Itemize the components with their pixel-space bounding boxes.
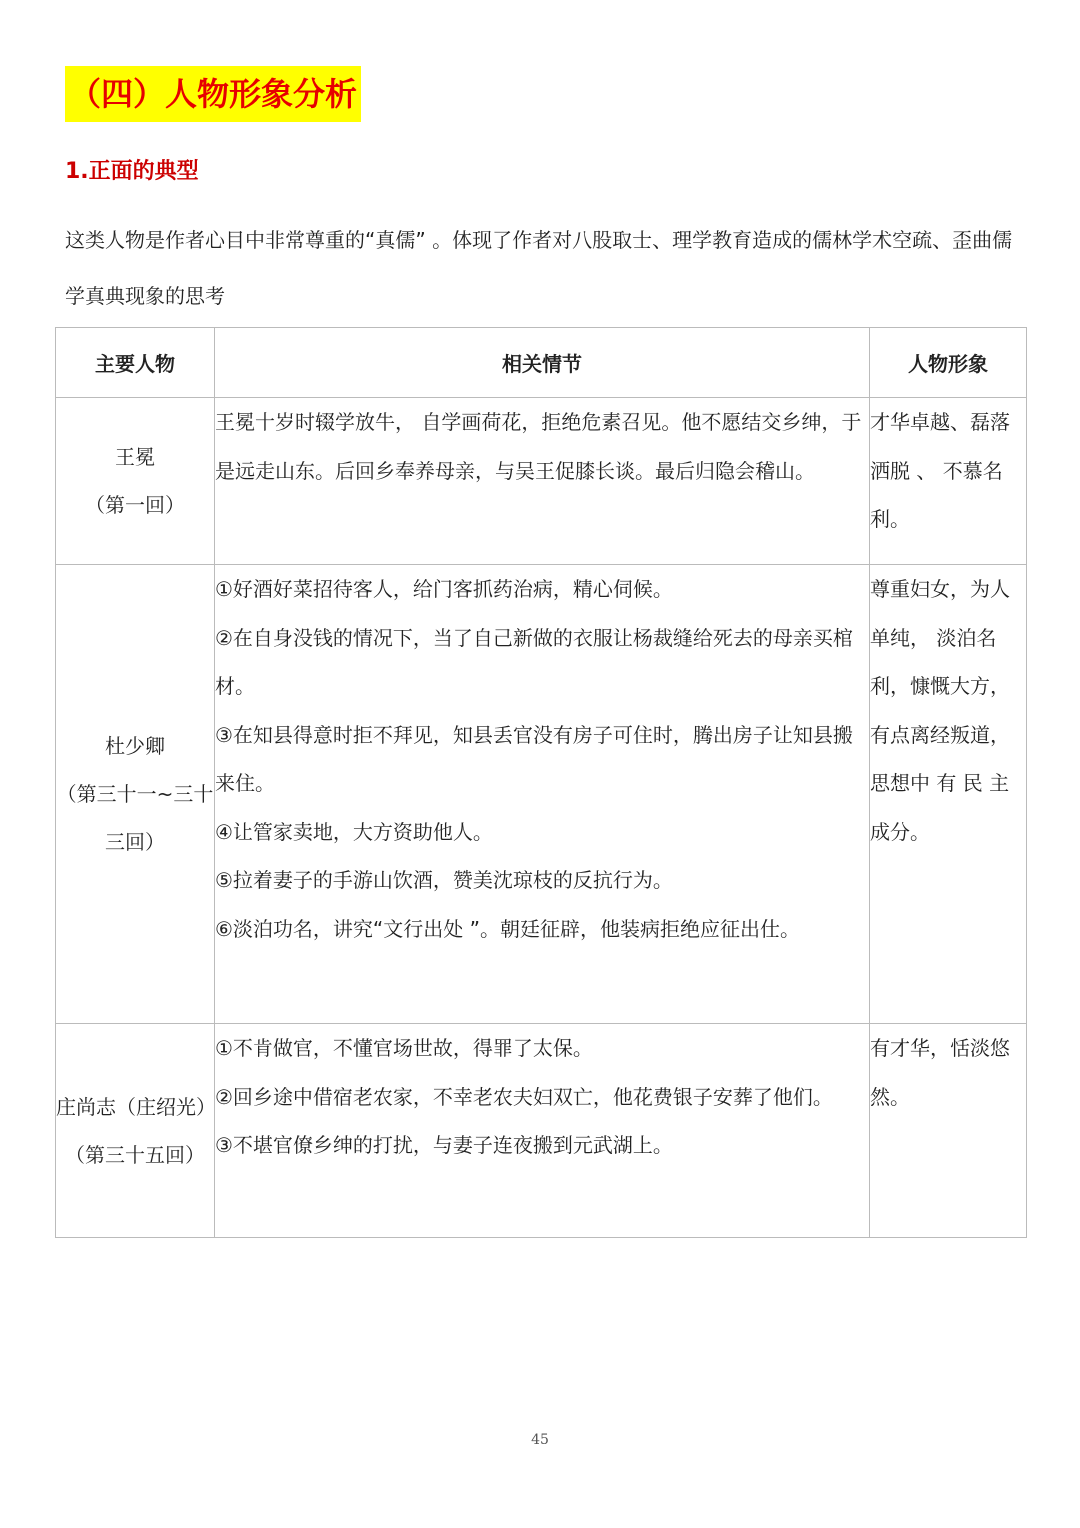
section-title: （四）人物形象分析: [65, 66, 361, 122]
header-character-image: 人物形象: [870, 328, 1027, 398]
table-row: [56, 565, 1027, 1024]
plot-cell: [215, 565, 870, 1024]
image-cell: 才华卓越、磊落洒脱 、 不慕名利。: [870, 398, 1027, 565]
character-name: 庄尚志（庄绍光）: [56, 1094, 216, 1119]
character-name: 王冕: [115, 445, 155, 469]
character-name-cell: [56, 398, 215, 565]
character-name-cell: [56, 1024, 215, 1238]
character-chapter: （第三十五回）: [65, 1142, 205, 1167]
plot-item: ⑥淡泊功名，讲究“文行出处 ”。朝廷征辟，他装病拒绝应征出仕。: [215, 916, 801, 941]
plot-cell: [215, 1024, 870, 1238]
plot-item: ⑤拉着妻子的手游山饮酒，赞美沈琼枝的反抗行为。: [215, 868, 673, 892]
character-name: 杜少卿: [105, 734, 165, 758]
plot-item: ④让管家卖地，大方资助他人。: [215, 819, 493, 844]
plot-item: ②回乡途中借宿老农家，不幸老农夫妇双亡，他花费银子安葬了他们。: [215, 1084, 833, 1109]
plot-item: ①不肯做官，不懂官场世故，得罪了太保。: [215, 1036, 593, 1060]
character-chapter: （第三十一~三十三回）: [56, 782, 214, 854]
header-related-plot: 相关情节: [215, 328, 870, 398]
sub-title: 1.正面的典型: [65, 159, 199, 184]
character-chapter: （第一回）: [85, 493, 185, 517]
plot-cell: [215, 398, 870, 565]
plot-item: ③在知县得意时拒不拜见，知县丢官没有房子可住时，腾出房子让知县搬来住。: [215, 722, 853, 795]
page-number: 45: [531, 1432, 549, 1448]
table-header-row: [56, 328, 1027, 398]
plot-item: ③不堪官僚乡绅的打扰，与妻子连夜搬到元武湖上。: [215, 1133, 673, 1157]
table-row: [56, 398, 1027, 565]
header-main-character: 主要人物: [56, 328, 215, 398]
intro-paragraph: 这类人物是作者心目中非常尊重的“真儒” 。体现了作者对八股取士、理学教育造成的儒林学术空疏、歪曲儒学真典现象的思考: [65, 228, 1013, 308]
plot-item: ①好酒好菜招待客人，给门客抓药治病，精心伺候。: [215, 577, 673, 601]
table-row: [56, 1024, 1027, 1238]
image-cell: 尊重妇女，为人单纯， 淡泊名利，慷慨大方，有点离经叛道，思想中 有 民 主成分。: [870, 565, 1027, 1024]
plot-item: 王冕十岁时辍学放牛， 自学画荷花，拒绝危素召见。他不愿结交乡绅，于是远走山东。后回乡奉养母亲，与吴王促膝长谈。最后归隐会稽山。: [215, 410, 862, 483]
character-name-cell: [56, 565, 215, 1024]
image-cell: 有才华，恬淡悠然。: [870, 1024, 1027, 1238]
character-table: [55, 327, 1027, 1238]
plot-item: ②在自身没钱的情况下，当了自己新做的衣服让杨裁缝给死去的母亲买棺材。: [215, 625, 853, 698]
